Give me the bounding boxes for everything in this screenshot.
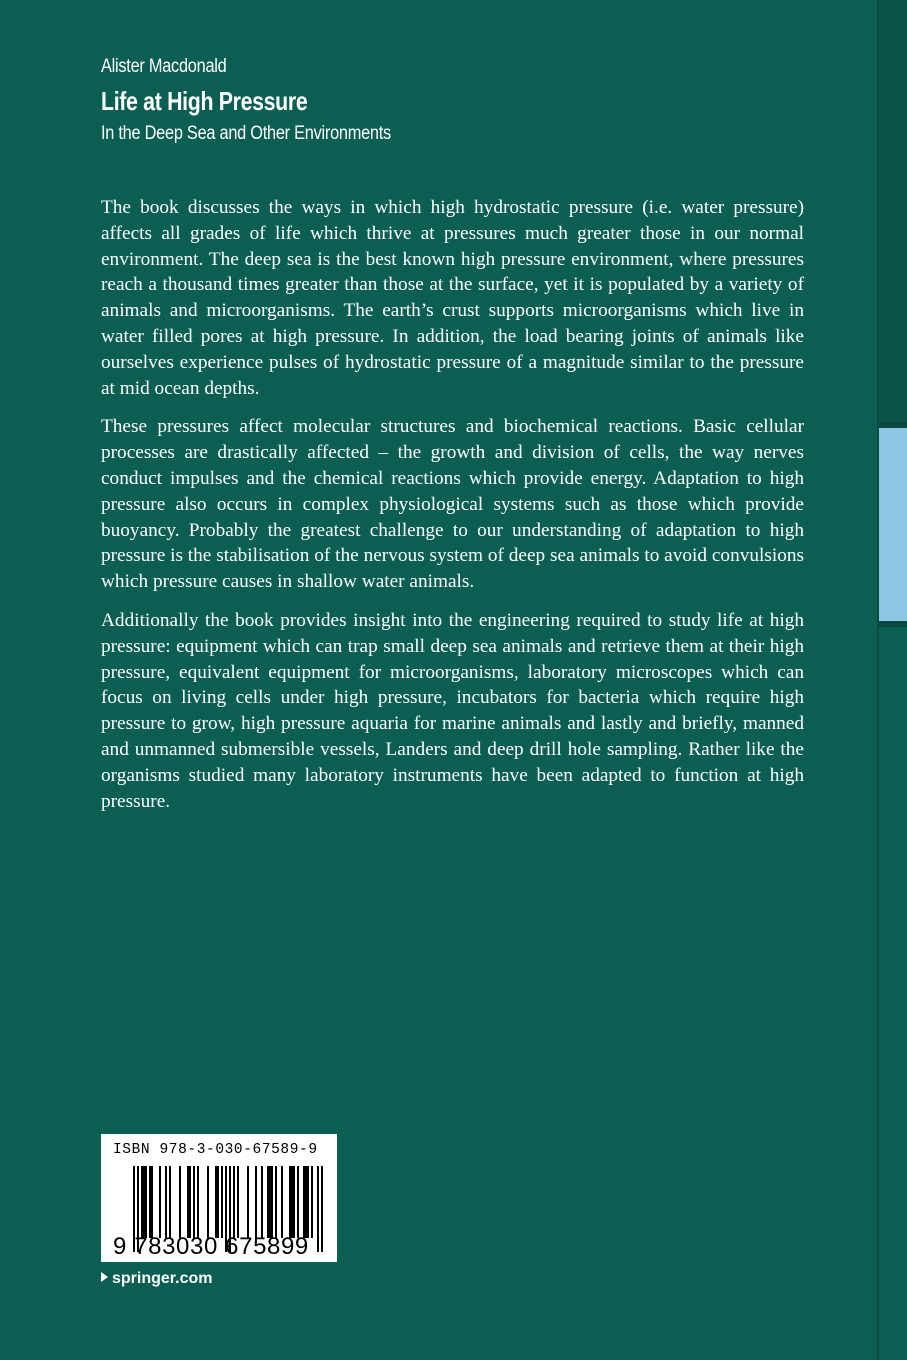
barcode-bar	[261, 1166, 263, 1238]
barcode-bar	[321, 1166, 323, 1252]
barcode-bar	[303, 1166, 305, 1238]
barcode-bar	[255, 1166, 257, 1238]
barcode-bar	[165, 1166, 167, 1238]
barcode-bar	[187, 1166, 189, 1238]
barcode-bar	[267, 1166, 269, 1238]
barcode-bar	[269, 1166, 271, 1238]
blurb	[101, 195, 804, 827]
barcode-bar	[247, 1166, 249, 1238]
barcode-bar	[141, 1166, 143, 1238]
barcode-bar	[293, 1166, 295, 1238]
spine-blue-band	[879, 428, 907, 621]
barcode-bar	[207, 1166, 209, 1238]
publisher-site: springer.com	[112, 1270, 213, 1287]
barcode-bar	[317, 1166, 319, 1252]
barcode-bar	[145, 1166, 147, 1238]
barcode-bar	[143, 1166, 145, 1238]
barcode-bar	[271, 1166, 273, 1238]
blurb-paragraph: These pressures affect molecular structures and biochemical reactions. Basic cellular processes are drastically affected – the growth and division of cells, the way nerves conduct impulses and the chemical reactions which provide energy. Adaptation to high pressure also occurs in complex physiological systems such as those which provide buoyancy. Probably the greatest challenge to our understanding of adaptation to high pressure is the stabilisation of the nervous system of deep sea animals to avoid convulsions which pressure causes in shallow water animals.	[101, 416, 804, 593]
barcode-bar	[305, 1166, 307, 1238]
arrow-right-icon	[101, 1272, 108, 1282]
barcode-bar	[291, 1166, 293, 1238]
barcode-bar	[289, 1166, 291, 1238]
blurb-paragraph: Additionally the book provides insight into the engineering required to study life at high pressure: equipment which can trap small deep sea animals and retrieve them at their high pressure, equivalent equipment for microorganisms, laboratory microscopes which can focus on living cells under high pressure, incubators for bacteria which require high pressure to grow, high pressure aquaria for marine animals and lastly and briefly, manned and unmanned submersible vessels, Landers and deep drill hole sampling. Rather like the organisms studied many laboratory instruments have been adapted to function at high pressure.	[101, 609, 804, 812]
blurb-paragraph: The book discusses the ways in which high hydrostatic pressure (i.e. water pressure) affects all grades of life which thrive at pressures much greater those in our normal environment. The deep sea is the best known high pressure environment, where pressures reach a thousand times greater than those at the surface, yet it is populated by a variety of animals and microorganisms. The earth’s crust supports microorganisms which live in water filled pores at high pressure. In addition, the load bearing joints of animals like ourselves experience pulses of hydrostatic pressure of a magnitude similar to the pressure at mid ocean depths.	[101, 197, 804, 399]
barcode-bar	[159, 1166, 161, 1238]
book-header	[101, 54, 801, 146]
barcode-bar	[311, 1166, 313, 1238]
barcode-bar	[149, 1166, 151, 1238]
barcode-bar	[193, 1166, 195, 1238]
barcode-bar	[221, 1166, 223, 1238]
isbn-label: ISBN 978-3-030-67589-9	[113, 1142, 318, 1158]
barcode-bar	[217, 1166, 219, 1238]
spine-lower-band	[879, 627, 907, 1360]
barcode-bar	[233, 1166, 235, 1238]
barcode-bar	[197, 1166, 199, 1238]
author-name: Alister Macdonald	[101, 56, 227, 77]
isbn-barcode	[101, 1134, 337, 1262]
barcode-bar	[297, 1166, 299, 1238]
barcode-bar	[281, 1166, 283, 1238]
barcode-bar	[179, 1166, 181, 1238]
barcode-bar	[169, 1166, 171, 1238]
barcode-bar	[275, 1166, 277, 1238]
barcode-digits: 9 783030 675899	[113, 1233, 309, 1260]
barcode-bar	[237, 1166, 239, 1238]
barcode-bar	[151, 1166, 153, 1238]
barcode-bar	[189, 1166, 191, 1238]
barcode-bar	[215, 1166, 217, 1238]
book-title: Life at High Pressure	[101, 86, 308, 116]
publisher-link[interactable]	[101, 1268, 212, 1290]
book-subtitle: In the Deep Sea and Other Environments	[101, 123, 391, 144]
barcode-bar	[307, 1166, 309, 1238]
spine-dark-band	[879, 0, 907, 422]
